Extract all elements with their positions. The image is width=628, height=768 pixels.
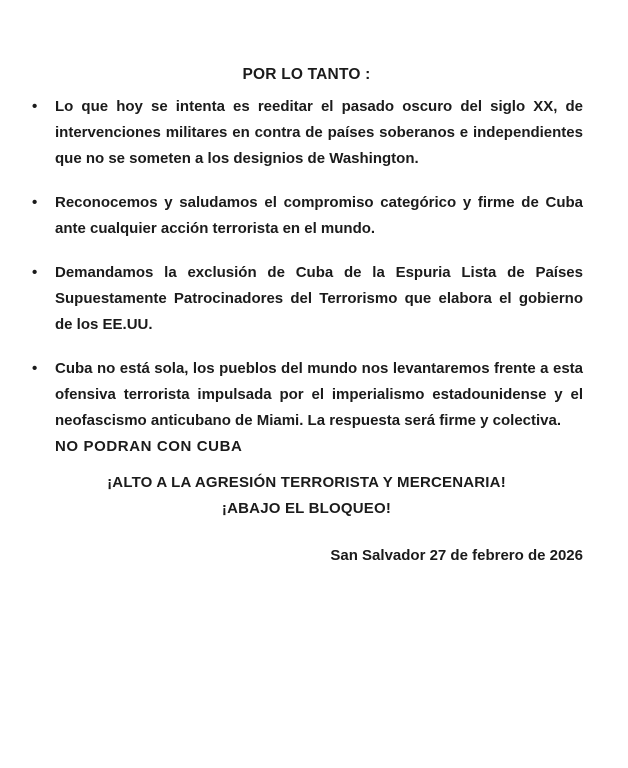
slogan-block bbox=[30, 470, 583, 522]
bullet-item bbox=[30, 94, 583, 172]
bullet-dot-icon: • bbox=[32, 98, 38, 115]
bullet-dot-icon: • bbox=[32, 360, 38, 377]
slogan-line: ¡ALTO A LA AGRESIÓN TERRORISTA Y MERCENARIA! bbox=[107, 474, 506, 491]
bullet-text: Cuba no está sola, los pueblos del mundo nos levantaremos frente a esta ofensiva terrorista impulsada por el imperialismo estadounidense y el neofascismo anticubano de Miami. La respuesta será firme y colectiva. bbox=[55, 360, 583, 429]
bullet-item bbox=[30, 260, 583, 338]
document-title: POR LO TANTO : bbox=[242, 66, 371, 83]
slogan-line: ¡ABAJO EL BLOQUEO! bbox=[221, 500, 392, 517]
bullet-dot-icon: • bbox=[32, 264, 38, 281]
bullet-list bbox=[30, 94, 583, 460]
bullet-item bbox=[30, 190, 583, 242]
bullet-text: Lo que hoy se intenta es reeditar el pasado oscuro del siglo XX, de intervenciones militares en contra de países soberanos e independientes que no se someten a los designios de Washington. bbox=[55, 98, 583, 167]
bullet-item bbox=[30, 356, 583, 460]
bullet-text: Reconocemos y saludamos el compromiso categórico y firme de Cuba ante cualquier acción terrorista en el mundo. bbox=[55, 194, 583, 237]
bullet-text: Demandamos la exclusión de Cuba de la Espuria Lista de Países Supuestamente Patrocinadores del Terrorismo que elabora el gobierno de los EE.UU. bbox=[55, 264, 583, 333]
bullet-extra-line: NO PODRAN CON CUBA bbox=[55, 438, 243, 455]
bullet-dot-icon: • bbox=[32, 194, 38, 211]
dateline: San Salvador 27 de febrero de 2026 bbox=[330, 547, 583, 564]
